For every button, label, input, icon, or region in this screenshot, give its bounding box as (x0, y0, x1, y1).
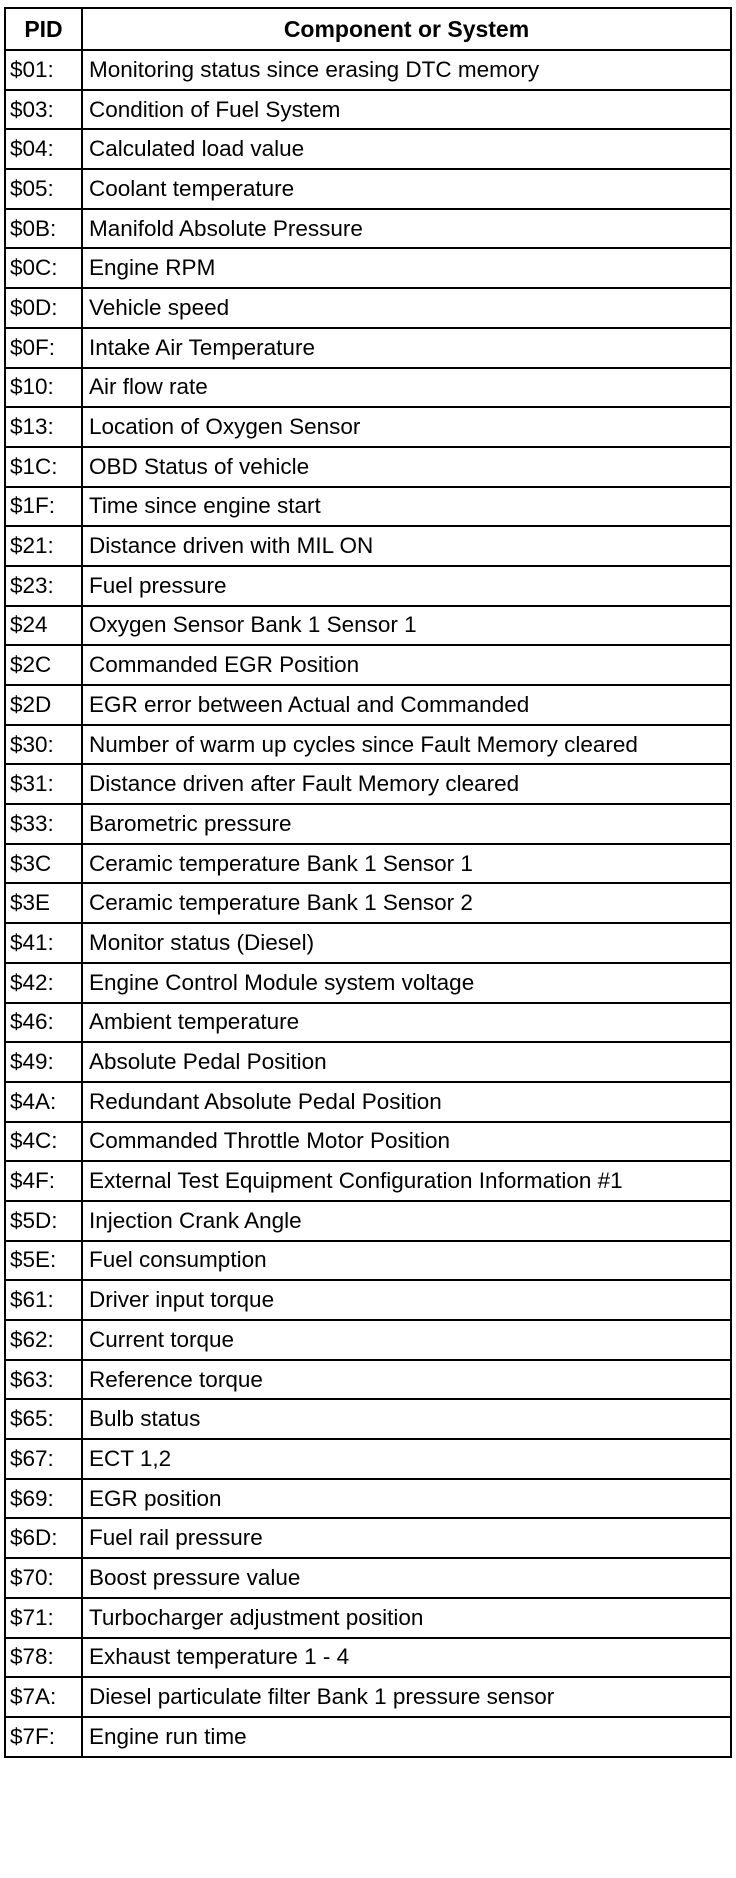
pid-cell: $0F: (5, 328, 82, 368)
pid-cell: $13: (5, 407, 82, 447)
pid-table-container (4, 7, 730, 1758)
component-cell: Barometric pressure (82, 804, 731, 844)
table-row (5, 1082, 731, 1122)
pid-cell: $0B: (5, 209, 82, 249)
table-header-row (5, 8, 731, 50)
component-cell: Coolant temperature (82, 169, 731, 209)
component-cell: Monitoring status since erasing DTC memory (82, 50, 731, 90)
component-cell: Distance driven after Fault Memory cleared (82, 764, 731, 804)
table-row (5, 1201, 731, 1241)
table-row (5, 645, 731, 685)
component-cell: Calculated load value (82, 129, 731, 169)
table-row (5, 1320, 731, 1360)
table-row (5, 1598, 731, 1638)
table-row (5, 764, 731, 804)
table-row (5, 1003, 731, 1043)
pid-cell: $31: (5, 764, 82, 804)
pid-cell: $3C (5, 844, 82, 884)
component-cell: Condition of Fuel System (82, 90, 731, 130)
component-cell: Number of warm up cycles since Fault Memory cleared (82, 725, 731, 765)
table-row (5, 1241, 731, 1281)
pid-cell: $4A: (5, 1082, 82, 1122)
component-cell: Commanded Throttle Motor Position (82, 1122, 731, 1162)
component-cell: Absolute Pedal Position (82, 1042, 731, 1082)
table-row (5, 1161, 731, 1201)
table-row (5, 209, 731, 249)
component-cell: Engine run time (82, 1717, 731, 1757)
pid-cell: $78: (5, 1638, 82, 1678)
component-cell: Manifold Absolute Pressure (82, 209, 731, 249)
table-row (5, 1042, 731, 1082)
pid-cell: $1C: (5, 447, 82, 487)
component-cell: Location of Oxygen Sensor (82, 407, 731, 447)
pid-cell: $03: (5, 90, 82, 130)
component-column-header: Component or System (82, 8, 731, 50)
pid-cell: $71: (5, 1598, 82, 1638)
table-row (5, 844, 731, 884)
component-cell: Ambient temperature (82, 1003, 731, 1043)
component-cell: ECT 1,2 (82, 1439, 731, 1479)
component-cell: Ceramic temperature Bank 1 Sensor 2 (82, 883, 731, 923)
table-row (5, 1280, 731, 1320)
component-cell: External Test Equipment Configuration Information #1 (82, 1161, 731, 1201)
pid-cell: $0C: (5, 248, 82, 288)
table-row (5, 248, 731, 288)
table-row (5, 1518, 731, 1558)
pid-cell: $10: (5, 368, 82, 408)
table-row (5, 923, 731, 963)
component-cell: Intake Air Temperature (82, 328, 731, 368)
pid-cell: $70: (5, 1558, 82, 1598)
pid-column-header: PID (5, 8, 82, 50)
pid-cell: $33: (5, 804, 82, 844)
table-row (5, 1677, 731, 1717)
pid-cell: $5E: (5, 1241, 82, 1281)
component-cell: Oxygen Sensor Bank 1 Sensor 1 (82, 606, 731, 646)
table-row (5, 288, 731, 328)
component-cell: OBD Status of vehicle (82, 447, 731, 487)
component-cell: Engine RPM (82, 248, 731, 288)
pid-cell: $01: (5, 50, 82, 90)
component-cell: Air flow rate (82, 368, 731, 408)
table-row (5, 725, 731, 765)
component-cell: EGR position (82, 1479, 731, 1519)
pid-cell: $62: (5, 1320, 82, 1360)
component-cell: Diesel particulate filter Bank 1 pressure sensor (82, 1677, 731, 1717)
table-body (5, 50, 731, 1757)
pid-cell: $2C (5, 645, 82, 685)
pid-cell: $63: (5, 1360, 82, 1400)
pid-cell: $49: (5, 1042, 82, 1082)
pid-cell: $1F: (5, 487, 82, 527)
component-cell: Injection Crank Angle (82, 1201, 731, 1241)
pid-cell: $05: (5, 169, 82, 209)
table-row (5, 129, 731, 169)
component-cell: Turbocharger adjustment position (82, 1598, 731, 1638)
table-row (5, 50, 731, 90)
table-row (5, 804, 731, 844)
table-row (5, 526, 731, 566)
pid-cell: $46: (5, 1003, 82, 1043)
table-row (5, 1439, 731, 1479)
table-row (5, 487, 731, 527)
pid-cell: $24 (5, 606, 82, 646)
pid-cell: $21: (5, 526, 82, 566)
table-row (5, 447, 731, 487)
component-cell: Monitor status (Diesel) (82, 923, 731, 963)
pid-cell: $42: (5, 963, 82, 1003)
component-cell: Time since engine start (82, 487, 731, 527)
table-row (5, 566, 731, 606)
table-row (5, 90, 731, 130)
table-row (5, 1558, 731, 1598)
table-row (5, 1122, 731, 1162)
component-cell: Fuel consumption (82, 1241, 731, 1281)
pid-cell: $61: (5, 1280, 82, 1320)
table-row (5, 685, 731, 725)
pid-cell: $5D: (5, 1201, 82, 1241)
pid-cell: $69: (5, 1479, 82, 1519)
component-cell: Redundant Absolute Pedal Position (82, 1082, 731, 1122)
table-row (5, 328, 731, 368)
pid-table (4, 7, 732, 1758)
table-row (5, 1638, 731, 1678)
pid-cell: $4C: (5, 1122, 82, 1162)
table-row (5, 407, 731, 447)
component-cell: Driver input torque (82, 1280, 731, 1320)
pid-cell: $67: (5, 1439, 82, 1479)
component-cell: EGR error between Actual and Commanded (82, 685, 731, 725)
pid-cell: $04: (5, 129, 82, 169)
table-row (5, 1399, 731, 1439)
component-cell: Fuel pressure (82, 566, 731, 606)
table-row (5, 368, 731, 408)
component-cell: Engine Control Module system voltage (82, 963, 731, 1003)
component-cell: Fuel rail pressure (82, 1518, 731, 1558)
component-cell: Distance driven with MIL ON (82, 526, 731, 566)
component-cell: Ceramic temperature Bank 1 Sensor 1 (82, 844, 731, 884)
component-cell: Vehicle speed (82, 288, 731, 328)
pid-cell: $3E (5, 883, 82, 923)
pid-cell: $7F: (5, 1717, 82, 1757)
pid-cell: $4F: (5, 1161, 82, 1201)
table-row (5, 1479, 731, 1519)
table-row (5, 606, 731, 646)
component-cell: Exhaust temperature 1 - 4 (82, 1638, 731, 1678)
component-cell: Bulb status (82, 1399, 731, 1439)
component-cell: Current torque (82, 1320, 731, 1360)
component-cell: Boost pressure value (82, 1558, 731, 1598)
pid-cell: $7A: (5, 1677, 82, 1717)
table-row (5, 963, 731, 1003)
component-cell: Commanded EGR Position (82, 645, 731, 685)
pid-cell: $30: (5, 725, 82, 765)
table-row (5, 169, 731, 209)
component-cell: Reference torque (82, 1360, 731, 1400)
pid-cell: $2D (5, 685, 82, 725)
pid-cell: $0D: (5, 288, 82, 328)
table-row (5, 1717, 731, 1757)
pid-cell: $41: (5, 923, 82, 963)
pid-cell: $23: (5, 566, 82, 606)
table-row (5, 883, 731, 923)
pid-cell: $65: (5, 1399, 82, 1439)
pid-cell: $6D: (5, 1518, 82, 1558)
table-row (5, 1360, 731, 1400)
